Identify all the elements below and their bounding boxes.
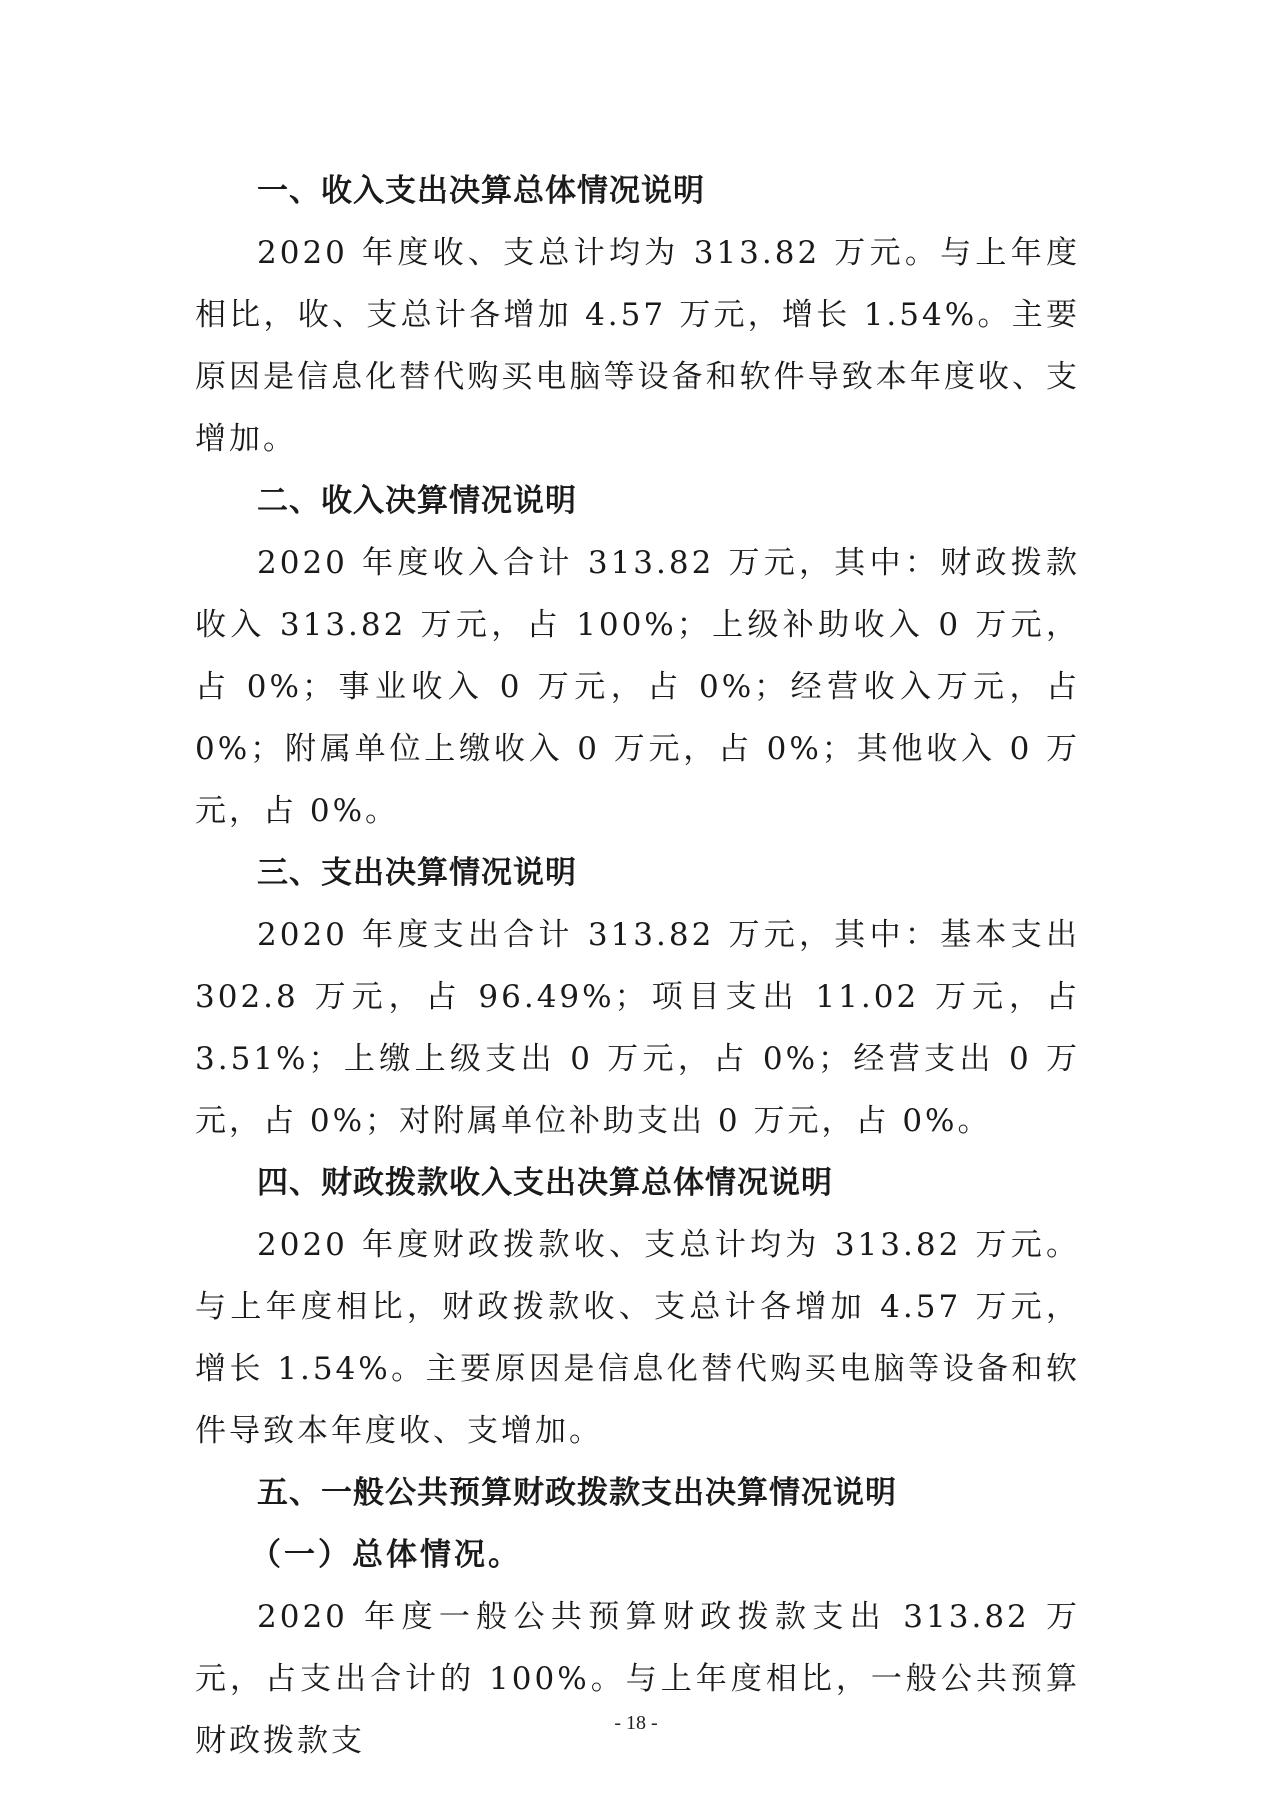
section-heading-5: 五、一般公共预算财政拨款支出决算情况说明 (257, 1475, 897, 1511)
document-body (195, 160, 1080, 1772)
section-5-subheading: （一）总体情况。 (250, 1537, 522, 1573)
page-number: - 18 - (614, 1712, 658, 1734)
section-heading-3: 三、支出决算情况说明 (257, 855, 577, 891)
section-heading-1: 一、收入支出决算总体情况说明 (257, 173, 705, 209)
section-2-paragraph: 2020 年度收入合计 313.82 万元，其中：财政拨款收入 313.82 万元，占 100%；上级补助收入 0 万元，占 0%；事业收入 0 万元，占 0%；经营收入万元，占 0%；附属单位上缴收入 0 万元，占 0%；其他收入 0 万元，占 0%。 (195, 545, 1080, 829)
section-1-paragraph: 2020 年度收、支总计均为 313.82 万元。与上年度相比，收、支总计各增加 4.57 万元，增长 1.54%。主要原因是信息化替代购买电脑等设备和软件导致本年度收、支增加。 (195, 235, 1080, 457)
section-3-paragraph: 2020 年度支出合计 313.82 万元，其中：基本支出 302.8 万元，占 96.49%；项目支出 11.02 万元，占 3.51%；上缴上级支出 0 万元，占 0%；经营支出 0 万元，占 0%；对附属单位补助支出 0 万元，占 0%。 (195, 917, 1080, 1139)
section-4-paragraph: 2020 年度财政拨款收、支总计均为 313.82 万元。与上年度相比，财政拨款收、支总计各增加 4.57 万元，增长 1.54%。主要原因是信息化替代购买电脑等设备和软件导致本年度收、支增加。 (195, 1227, 1080, 1449)
section-heading-4: 四、财政拨款收入支出决算总体情况说明 (257, 1165, 833, 1201)
section-heading-2: 二、收入决算情况说明 (257, 483, 577, 519)
section-5-paragraph: 2020 年度一般公共预算财政拨款支出 313.82 万元，占支出合计的 100%。与上年度相比，一般公共预算财政拨款支 (195, 1599, 1080, 1759)
